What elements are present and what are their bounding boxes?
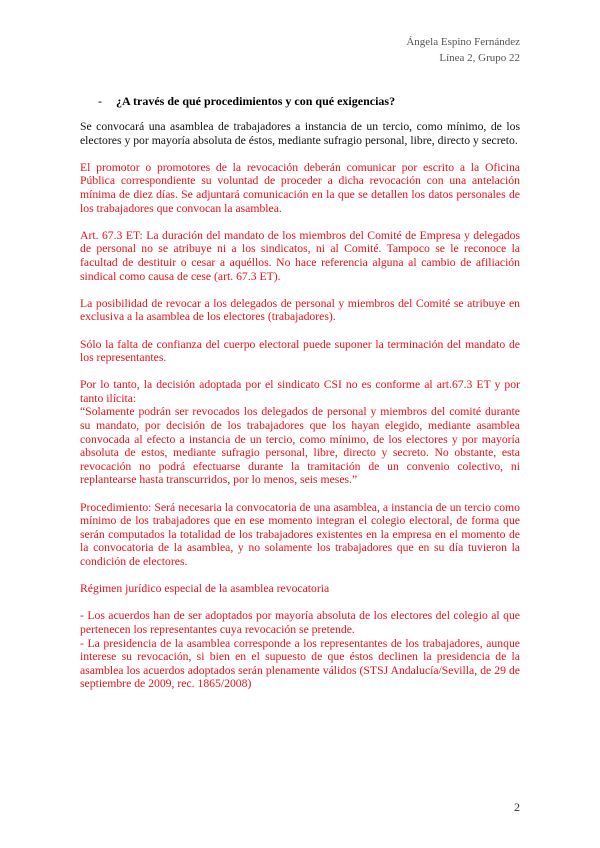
document-body [80,120,520,705]
page-header [406,34,520,66]
paragraph-conclusion: Por lo tanto, la decisión adoptada por el sindicato CSI no es conforme al art.67.3 ET y por tanto ilícita: [80,378,520,405]
paragraph-promotores: El promotor o promotores de la revocación deberán comunicar por escrito a la Oficina Pública correspondiente su voluntad de proceder a dicha revocación con una antelación mínima de diez días. Se adjuntará comunicación en la que se detallen los datos personales de los trabajadores que convocan la asamblea. [80,160,520,215]
paragraph-quote: “Solamente podrán ser revocados los delegados de personal y miembros del comité durante su mandato, por decisión de los trabajadores que los hayan elegido, mediante asamblea convocada al efecto a instancia de un tercio, como mínimo, de los electores y por mayoría absoluta de estos, mediante sufragio personal, libre, directo y secreto. No obstante, esta revocación no podrá efectuarse durante la tramitación de un convenio colectivo, ni replantearse hasta transcurridos, por lo menos, seis meses.” [80,405,520,487]
header-author: Ángela Espino Fernández [406,36,520,48]
paragraph-falta-confianza: Sólo la falta de confianza del cuerpo electoral puede suponer la terminación del mandato de los representantes. [80,337,520,365]
paragraph-acuerdos: - Los acuerdos han de ser adoptados por mayoría absoluta de los electores del colegio al que pertenecen los representantes cuya revocación se pretende. [80,609,520,636]
question-bullet: - [98,94,102,108]
paragraph-procedimiento: Procedimiento: Será necesaria la convocatoria de una asamblea, a instancia de un tercio como mínimo de los trabajadores que en ese momento integran el colegio electoral, de forma que serán computados la totalidad de los trabajadores existentes en la empresa en el momento de la convocatoria de la asamblea, y no solamente los trabajadores que en su día tuvieron la condición de electores. [80,500,520,568]
header-group: Línea 2, Grupo 22 [439,52,520,64]
paragraph-posibilidad: La posibilidad de revocar a los delegados de personal y miembros del Comité se atribuye en exclusiva a la asamblea de los electores (trabajadores). [80,296,520,324]
paragraph-regimen-title: Régimen jurídico especial de la asamblea revocatoria [80,582,330,596]
section-question [98,93,395,109]
paragraph-convocatoria: Se convocará una asamblea de trabajadores a instancia de un tercio, como mínimo, de los electores y por mayoría absoluta de éstos, mediante sufragio personal, libre, directo y secreto. [80,120,520,147]
paragraph-art-67-3: Art. 67.3 ET: La duración del mandato de los miembros del Comité de Empresa y delegados de personal no se atribuye ni a los sindicatos, ni al Comité. Tampoco se le reconoce la facultad de destituir o cesar a aquéllos. No hace referencia alguna al cambio de afiliación sindical como causa de cese (art. 67.3 ET). [80,228,520,283]
question-text: ¿A través de qué procedimientos y con qué exigencias? [116,94,396,108]
paragraph-presidencia: - La presidencia de la asamblea corresponde a los representantes de los trabajadores, aunque interese su revocación, si bien en el supuesto de que éstos declinen la presidencia de la asamblea los acuerdos adoptados serán plenamente válidos (STSJ Andalucía/Sevilla, de 29 de septiembre de 2009, rec. 1865/2008) [80,636,520,691]
page-number: 2 [514,800,520,814]
